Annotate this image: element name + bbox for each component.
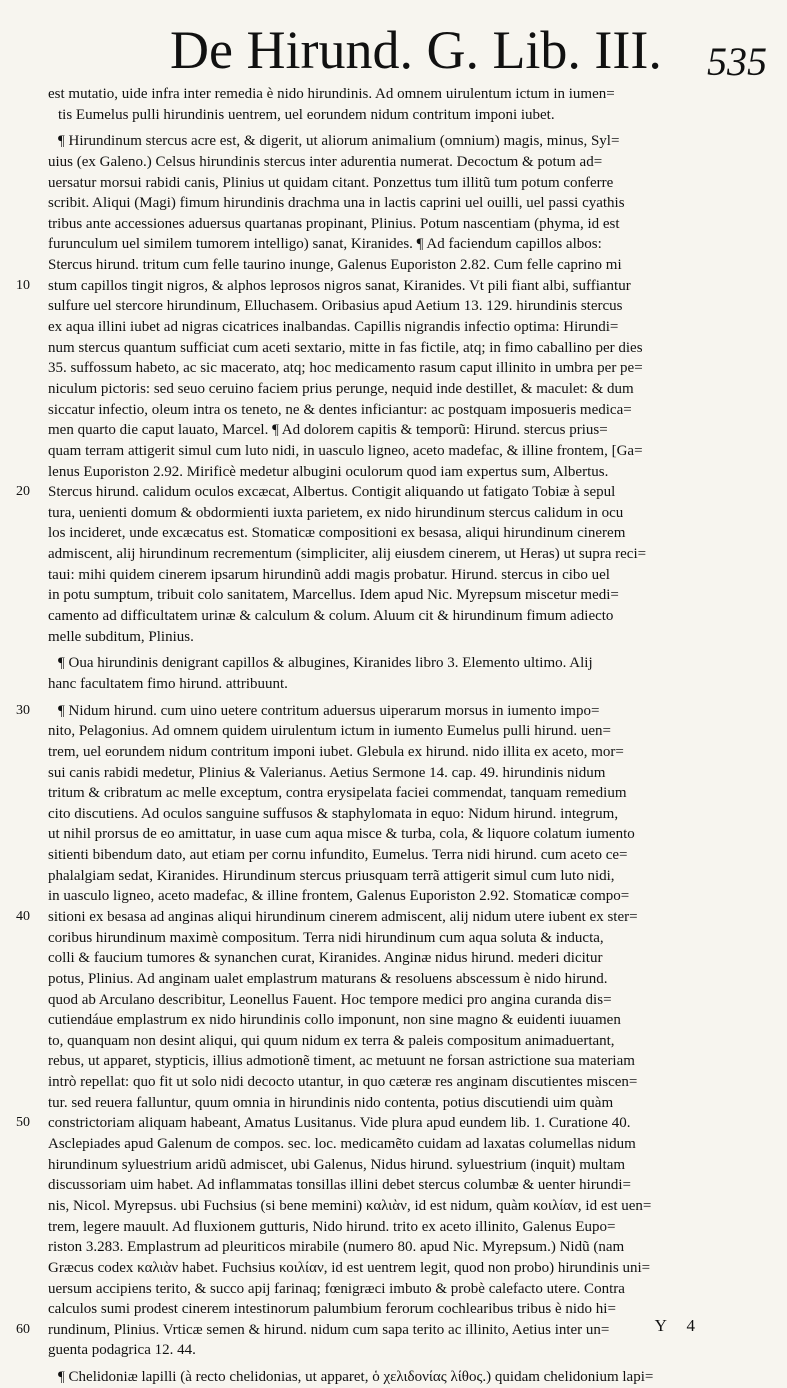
line-text: intrò repellat: quo fit ut solo nidi decocto utantur, in quo cæteræ res anginam discutientes miscen= (48, 1074, 638, 1091)
text-line (48, 804, 770, 825)
line-text: quam terram attigerit simul cum luto nidi, in uasculo ligneo, aceto madefac, & illine frontem, [Ga= (48, 442, 643, 459)
line-text: potus, Plinius. Ad anginam ualet emplastrum maturans & resoluens abscessum è nido hirund. (48, 970, 608, 987)
line-text: ¶ Chelidoniæ lapilli (à recto chelidonias, ut apparet, ὁ χελιδονίας λίθος.) quidam chelidonium lapi= (58, 1369, 654, 1386)
line-text: in potu sumptum, tribuit colo sanitatem, Marcellus. Idem apud Nic. Myrepsum miscetur medi= (48, 587, 619, 604)
line-text: ¶ Oua hirundinis denigrant capillos & albugines, Kiranides libro 3. Elemento ultimo. Alij (58, 655, 593, 672)
line-text: nito, Pelagonius. Ad omnem quidem uirulentum ictum in iumento Eumelus pulli hirund. uen= (48, 723, 611, 740)
line-text: camento ad difficultatem urinæ & calculum & colum. Aluum cit & hirundinum fimum adiecto (48, 608, 614, 625)
line-text: los incideret, unde excæcatus est. Stomaticæ compositioni ex besasa, aliqui hirundinum cinerem (48, 525, 626, 542)
text-line (48, 948, 770, 969)
text-line (48, 1093, 770, 1114)
line-text: uersatur morsui rabidi canis, Plinius ut quidam citant. Ponzettus tum illitũ tum potum conferre (48, 174, 614, 191)
text-line (16, 276, 770, 297)
text-line (48, 1051, 770, 1072)
line-text: hirundinum syluestrium aridũ admiscet, ubi Galenus, Nidus hirund. syluestrium (inquit) multam (48, 1156, 626, 1173)
text-line (48, 783, 770, 804)
line-number: 30 (16, 702, 30, 718)
text-line (16, 701, 770, 722)
text-line (48, 255, 770, 276)
text-line (48, 763, 770, 784)
text-line (48, 1279, 770, 1300)
text-line (48, 400, 770, 421)
page-number: 535 (707, 39, 767, 84)
line-text: siccatur infectio, oleum intra os teneto, ne & dentes inficiantur: ac postquam imposueris medica= (48, 401, 632, 418)
text-line (16, 1113, 770, 1134)
line-text: admiscent, alij hirundinum recrementum (simpliciter, alij eiusdem cinerem, ut Heras) ut supra reci= (48, 546, 647, 563)
line-text: lenus Euporiston 2.92. Mirificè medetur albugini oculorum quod iam expertus sum, Albertus. (48, 463, 609, 480)
line-text: Græcus codex καλιὰν habet. Fuchsius κοιλίαν, id est uentrem legit, quod non probo) hirundinis uni= (48, 1259, 651, 1276)
line-text: Stercus hirund. calidum oculos excæcat, Albertus. Contigit aliquando ut fatigato Tobiæ à sepul (48, 484, 616, 501)
text-line (48, 317, 770, 338)
text-line (48, 462, 770, 483)
line-text: est mutatio, uide infra inter remedia è nido hirundinis. Ad omnem uirulentum ictum in iumen= (48, 86, 615, 102)
text-line (48, 1175, 770, 1196)
line-text: tur. sed reuera falluntur, quum omnia in hirundinis nido contenta, potius discutiendi uim quàm (48, 1094, 614, 1111)
line-number: 50 (16, 1115, 30, 1131)
line-text: cito discutiens. Ad oculos sanguine suffusos & staphylomata in equo: Nidum hirund. integrum, (48, 805, 619, 822)
line-text: hanc facultatem fimo hirund. attribuunt. (48, 675, 288, 692)
line-text: riston 3.283. Emplastrum ad pleuriticos mirabile (numero 80. apud Nic. Myrepsum.) Nidũ (nam (48, 1239, 625, 1256)
text-line (48, 606, 770, 627)
text-line (48, 1340, 770, 1361)
text-line (16, 482, 770, 503)
line-text: ex aqua illini iubet ad nigras cicatrices inalbandas. Capillis nigrandis infectio optima: Hirundi= (48, 319, 619, 336)
line-text: cutiendáue emplastrum ex nido hirundinis collo imponunt, non sine magno & euidenti iuuamen (48, 1012, 621, 1029)
line-text: men quarto die caput lauato, Marcel. ¶ Ad dolorem capitis & temporũ: Hirund. stercus prius= (48, 422, 608, 439)
line-text: discussoriam uim habet. Ad inflammatas tonsillas illini debet stercus columbæ & uenter hirundi= (48, 1177, 631, 1194)
line-text: ¶ Nidum hirund. cum uino uetere contritum aduersus uiperarum morsus in iumento impo= (58, 702, 600, 719)
line-text: quod ab Arculano describitur, Leonellus Fauent. Hoc tempore medici pro angina curanda dis= (48, 991, 612, 1008)
text-line (48, 721, 770, 742)
text-line (48, 234, 770, 255)
line-text: tritum & cribratum ac melle exceptum, contra erysipelata faciei commendat, tanquam remedium (48, 785, 627, 802)
running-head (0, 14, 787, 86)
text-line (48, 1196, 770, 1217)
text-line (48, 845, 770, 866)
line-text: niculum pictoris: sed seuo ceruino faciem prius perunge, nequid inde destillet, & maculet: & dum (48, 380, 634, 397)
line-text: guenta podagrica 12. 44. (48, 1342, 196, 1359)
text-line (48, 105, 770, 126)
text-line (48, 379, 770, 400)
text-line (48, 1155, 770, 1176)
text-line (48, 544, 770, 565)
line-text: in uasculo ligneo, aceto madefac, & illine frontem, Galenus Euporiston 2.92. Stomaticæ compo= (48, 888, 630, 905)
text-line (48, 742, 770, 763)
line-text: tis Eumelus pulli hirundinis uentrem, uel eorundem nidum contritum imponi iubet. (58, 106, 555, 123)
text-line (48, 1134, 770, 1155)
text-line (48, 585, 770, 606)
line-text: phalalgiam sedat, Kiranides. Hirundinum stercus priusquam terrã attigerit simul cum luto nidi, (48, 867, 615, 884)
text-line (48, 503, 770, 524)
line-text: ut nihil prorsus de eo amittatur, in uase cum aqua misce & turba, cola, & liquore colatum iumento (48, 826, 635, 843)
line-text: taui: mihi quidem cinerem ipsarum hirundinũ addi magis probatur. Hirund. stercus in cibo uel (48, 566, 610, 583)
text-line (48, 653, 770, 674)
line-text: Stercus hirund. tritum cum felle taurino inunge, Galenus Euporiston 2.82. Cum felle caprino mi (48, 257, 622, 274)
text-line (48, 565, 770, 586)
text-line (48, 674, 770, 695)
line-text: uius (ex Galeno.) Celsus hirundinis stercus inter adurentia numerat. Decoctum & potum ad= (48, 153, 603, 170)
text-line (48, 173, 770, 194)
text-line (48, 1072, 770, 1093)
text-line (48, 1217, 770, 1238)
body-text (16, 84, 770, 1388)
text-line (48, 338, 770, 359)
text-line (48, 441, 770, 462)
text-line (48, 1237, 770, 1258)
line-number: 20 (16, 484, 30, 500)
text-line (48, 969, 770, 990)
line-text: calculos sumi prodest cinerem intestinorum palumbium ferorum cochlearibus tribus è nido hi= (48, 1301, 616, 1318)
line-text: melle subditum, Plinius. (48, 628, 194, 645)
text-line (48, 193, 770, 214)
line-text: tura, uenienti domum & obdormienti iuxta parietem, ex nido hirundinum stercus calidum in ocu (48, 504, 624, 521)
line-text: scribit. Aliqui (Magi) fimum hirundinis drachma una in lactis caprini uel ouilli, uel passi cyathis (48, 195, 625, 212)
line-text: rundinum, Plinius. Vrticæ semen & hirund. nidum cum sapa terito ac illinito, Aetius inter un= (48, 1321, 610, 1338)
text-line (48, 824, 770, 845)
running-title: De Hirund. G. Lib. III. (170, 20, 662, 80)
line-text: ¶ Hirundinum stercus acre est, & digerit, ut aliorum animalium (omnium) magis, minus, Syl= (58, 133, 620, 150)
line-text: Asclepiades apud Galenum de compos. sec. loc. medicamẽto cuidam ad laxatas columellas nidum (48, 1136, 636, 1153)
text-line (48, 1010, 770, 1031)
line-text: stum capillos tingit nigros, & alphos leprosos nigros sanat, Kiranides. Vt pili fiant albi, suffiantur (48, 277, 631, 294)
line-text: sitioni ex besasa ad anginas aliqui hirundinum cinerem admiscent, alij nidum utere iubent ex ster= (48, 908, 638, 925)
text-line (48, 296, 770, 317)
text-line (48, 990, 770, 1011)
text-line (48, 1031, 770, 1052)
line-text: uersum accipiens terito, & succo apij farinaq; fœnigræci imbuto & probè calefacto utere. Contra (48, 1280, 625, 1297)
text-line (48, 131, 770, 152)
text-line (48, 886, 770, 907)
line-number: 60 (16, 1321, 30, 1337)
text-line (48, 420, 770, 441)
text-line (48, 627, 770, 648)
text-line (16, 907, 770, 928)
line-text: trem, legere mauult. Ad fluxionem gutturis, Nido hirund. trito ex aceto illinito, Galenus Eupo= (48, 1218, 616, 1235)
line-text: tribus ante accessiones aduersus quartanas propinant, Plinius. Potum nascentiam (phyma, id est (48, 215, 620, 232)
line-text: constrictoriam aliquam habeant, Amatus Lusitanus. Vide plura apud eundem lib. 1. Curatione 40. (48, 1115, 631, 1132)
text-line (48, 1258, 770, 1279)
line-text: furunculum uel similem tumorem intelligo) sanat, Kiranides. ¶ Ad faciendum capillos albos: (48, 236, 602, 253)
line-text: sui canis rabidi medetur, Plinius & Valerianus. Aetius Sermone 14. cap. 49. hirundinis nidum (48, 764, 606, 781)
text-line (48, 1367, 770, 1388)
line-text: trem, uel eorundem nidum contritum imponi iubet. Glebula ex hirund. nido illita ex aceto, mor= (48, 743, 624, 760)
line-text: coribus hirundinum maximè compositum. Terra nidi hirundinum cum aqua soluta & inducta, (48, 929, 604, 946)
line-text: 35. suffossum habeto, ac sic macerato, atq; hoc medicamento rasum caput illinito in umbra per pe= (48, 360, 643, 377)
line-number: 10 (16, 277, 30, 293)
line-text: num stercus quantum sufficiat cum aceti sextario, mitte in fas fictile, atq; in fimo caballino per dies (48, 339, 643, 356)
text-line (48, 152, 770, 173)
text-line (48, 928, 770, 949)
text-line (48, 214, 770, 235)
text-line (48, 866, 770, 887)
line-text: rebus, ut apparet, stypticis, illius admotionẽ timent, ac metuunt ne forsan astrictione sua materiam (48, 1053, 635, 1070)
text-line (48, 358, 770, 379)
line-text: to, quanquam non desint aliqui, qui quum nidum ex terra & paleis compositum animaduertant, (48, 1032, 615, 1049)
line-text: sulfure uel stercore hirundinum, Elluchasem. Oribasius apud Aetium 13. 129. hirundinis stercus (48, 298, 623, 315)
line-text: nis, Nicol. Myrepsus. ubi Fuchsius (si bene memini) καλιὰν, id est nidum, quàm κοιλίαν, id est uen= (48, 1197, 652, 1214)
text-line (48, 523, 770, 544)
line-text: colli & faucium tumores & synanchen curat, Kiranides. Anginæ nidus hirund. mederi dicitur (48, 950, 603, 967)
line-text: sitienti bibendum dato, aut etiam per cornu infundito, Eumelus. Terra nidi hirund. cum aceto ce= (48, 847, 628, 864)
text-line (48, 84, 770, 105)
signature-mark: Y 4 (654, 1316, 703, 1335)
line-number: 40 (16, 908, 30, 924)
